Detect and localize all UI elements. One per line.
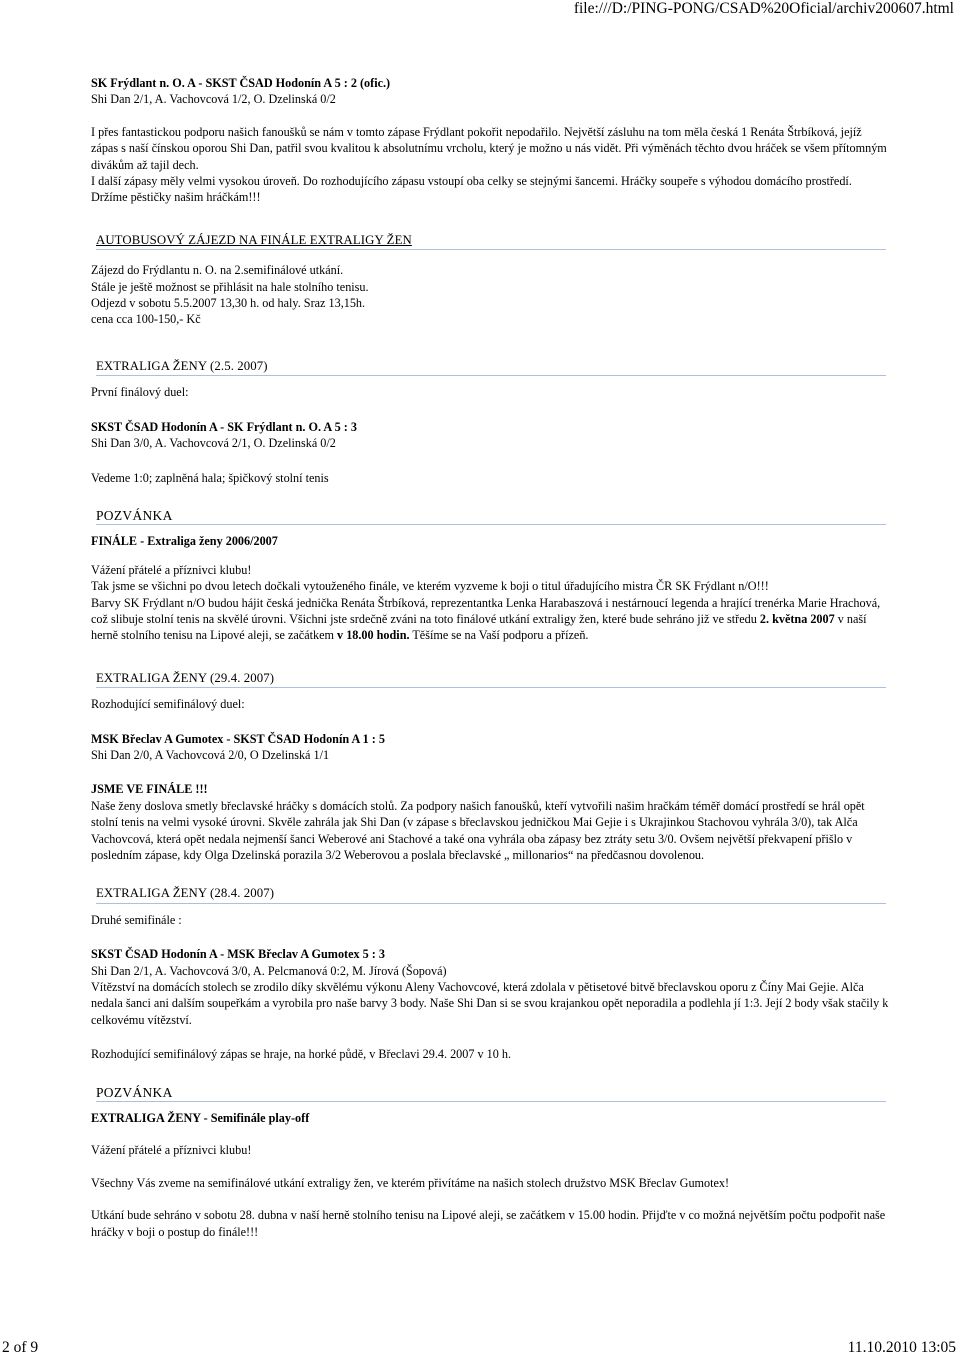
text-line: Zájezd do Frýdlantu n. O. na 2.semifinálové utkání. xyxy=(91,263,344,278)
section-heading: EXTRALIGA ŽENY (29.4. 2007) xyxy=(96,670,886,688)
invitation-text: Utkání bude sehráno v sobotu 28. dubna v naší herně stolního tenisu na Lipové aleji, se začátkem v 15.00 hodin. Přijďte v co možná největším počtu podpořit naše hráčky v boji o postup do finále!!! xyxy=(91,1208,886,1239)
section-heading: AUTOBUSOVÝ ZÁJEZD NA FINÁLE EXTRALIGY ŽEN xyxy=(96,232,886,250)
file-url: file:///D:/PING-PONG/CSAD%20Oficial/archiv200607.html xyxy=(573,0,954,17)
greeting: Vážení přátelé a příznivci klubu! xyxy=(91,1143,252,1158)
text-line: cena cca 100-150,- Kč xyxy=(91,312,201,327)
invitation-text: Všechny Vás zveme na semifinálové utkání extraligy žen, ve kterém přivítáme na našich stolech družstvo MSK Břeclav Gumotex! xyxy=(91,1175,730,1190)
match-title: SKST ČSAD Hodonín A - SK Frýdlant n. O. A 5 : 3 xyxy=(91,419,357,434)
match-report: Držíme pěstičky našim hráčkám!!! xyxy=(91,190,261,205)
section-intro: Druhé semifinále : xyxy=(91,912,182,927)
section-intro: První finálový duel: xyxy=(91,385,189,400)
invitation-heading: POZVÁNKA xyxy=(96,508,886,525)
section-heading: EXTRALIGA ŽENY (28.4. 2007) xyxy=(96,885,886,903)
section-intro: Rozhodující semifinálový duel: xyxy=(91,697,245,712)
match-report: Naše ženy doslova smetly břeclavské hráčky s domácích stolů. Za podpory našich fanoušků, kteří vytvořili našim hračkám téměř domácí prostředí se hrál opět stolní tenis na velmi vysoké úrovni. Skvěle zahrála jak Shi Dan (v zápase s břeclavskou jedničkou Mai Gejie i s Ukrajinkou Stachovou vyhrála 3/0), tak Alča Vachovcová, která opět nedala nejmenší šanci Weberové ani Stachové a také ona vyhrála oba zápasy bez ztráty setu 3/0. Ovšem největší překvapení přišlo v posledním zápase, kdy Olga Dzelinská porazila 3/2 Weberovou a poslala břeclavské „ millonarios“ na předčasnou dovolenou. xyxy=(91,798,865,862)
match-note: Vedeme 1:0; zaplněná hala; špičkový stolní tenis xyxy=(91,470,329,485)
greeting: Vážení přátelé a příznivci klubu! xyxy=(91,562,252,577)
invitation-title: FINÁLE - Extraliga ženy 2006/2007 xyxy=(91,534,278,549)
text-line: Stále je ještě možnost se přihlásit na hale stolního tenisu. xyxy=(91,279,369,294)
page-number: 2 of 9 xyxy=(2,1339,39,1356)
match-report: I přes fantastickou podporu našich fanoušků se nám v tomto zápase Frýdlant pokořit nepodařilo. Největší zásluhu na tom měla česká 1 Renáta Štrbíková, jejíž zápas s naší čínskou oporou Shi Dan, patřil svou kvalitou k absolutnímu vrcholu, který je možno u nás vidět. Při výměnách těchto dvou hráček se všem přítomným divákům až tajil dech. xyxy=(91,124,887,172)
section-heading: EXTRALIGA ŽENY (2.5. 2007) xyxy=(96,358,886,376)
match-report: I další zápasy měly velmi vysokou úroveň. Do rozhodujícího zápasu vstoupí oba celky se stejnými šancemi. Hráčky soupeře s výhodou domácího prostředí. xyxy=(91,174,852,189)
match-title: SK Frýdlant n. O. A - SKST ČSAD Hodonín A 5 : 2 (ofic.) xyxy=(91,76,391,90)
text-line: Odjezd v sobotu 5.5.2007 13,30 h. od haly. Sraz 13,15h. xyxy=(91,296,366,311)
invitation-text: Barvy SK Frýdlant n/O budou hájit česká jednička Renáta Štrbíková, reprezentantka Lenka Harabaszová i nestárnoucí legenda a hrající trenérka Marie Hrachová, což slibuje stolní tenis na skvělé úrovni. Všichni jste srdečně zváni na toto finálové utkání extraligy žen, které bude sehráno již ve středu 2. května 2007 v naší herně stolního tenisu na Lipové aleji, se začátkem v 18.00 hodin. Těšíme se na Vaší podporu a přízeň. xyxy=(91,595,881,643)
subheading: JSME VE FINÁLE !!! xyxy=(91,782,208,797)
invitation-title: EXTRALIGA ŽENY - Semifinále play-off xyxy=(91,1111,310,1126)
match-players: Shi Dan 2/1, A. Vachovcová 3/0, A. Pelcmanová 0:2, M. Jírová (Šopová) xyxy=(91,963,447,978)
match-players: Shi Dan 2/0, A Vachovcová 2/0, O Dzelinská 1/1 xyxy=(91,747,330,762)
match-title: MSK Břeclav A Gumotex - SKST ČSAD Hodonín A 1 : 5 xyxy=(91,731,386,746)
invitation-heading: POZVÁNKA xyxy=(96,1085,886,1102)
print-datetime: 11.10.2010 13:05 xyxy=(847,1339,956,1356)
match-players: Shi Dan 3/0, A. Vachovcová 2/1, O. Dzelinská 0/2 xyxy=(91,436,336,451)
match-report: Vítězství na domácích stolech se zrodilo díky skvělému výkonu Aleny Vachovcové, která zdolala v pětisetové bitvě břeclavskou oporu z Číny Mai Gejie. Alča nedala šanci ani dalším soupeřkám a vyrobila pro naše barvy 3 body. Naše Shi Dan si se svou krajankou opět neporadila a podlehla jí 1:3. Její 2 body však stačily k celkovému vítězství. xyxy=(91,980,889,1027)
match-note: Rozhodující semifinálový zápas se hraje, na horké půdě, v Břeclavi 29.4. 2007 v 10 h. xyxy=(91,1047,512,1062)
match-players: Shi Dan 2/1, A. Vachovcová 1/2, O. Dzelinská 0/2 xyxy=(91,92,336,107)
article-content xyxy=(91,75,891,1240)
match-title: SKST ČSAD Hodonín A - MSK Břeclav A Gumotex 5 : 3 xyxy=(91,947,386,962)
invitation-text: Tak jsme se všichni po dvou letech dočkali vytouženého finále, ve kterém vyzveme k boji o titul úřadujícího mistra ČR SK Frýdlant n/O!!! xyxy=(91,579,769,594)
